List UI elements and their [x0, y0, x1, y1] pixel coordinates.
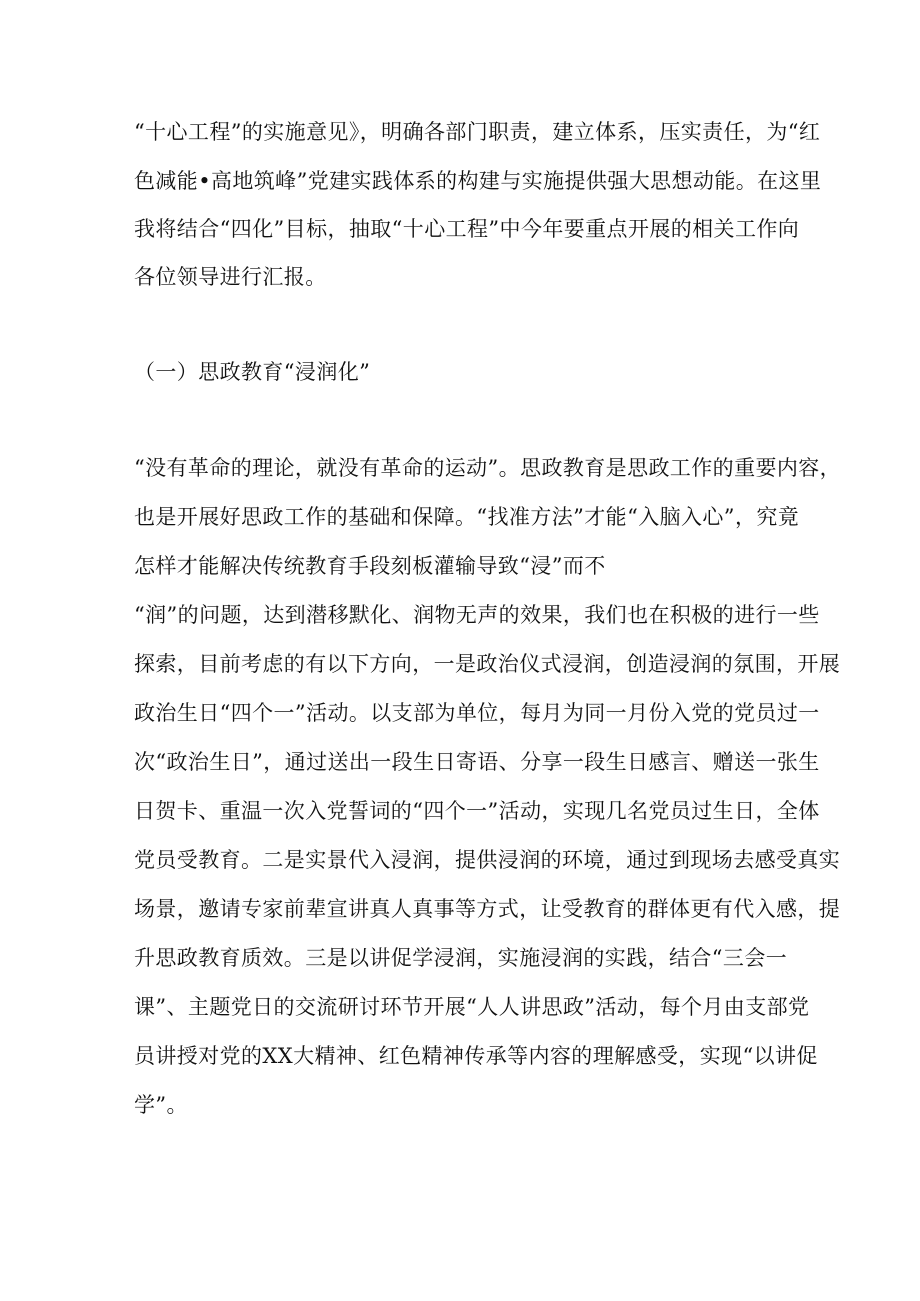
text-line: 升思政教育质效。三是以讲促学浸润，实施浸润的实践，结合“三会一	[134, 946, 788, 970]
text-line: 场景，邀请专家前辈宣讲真人真事等方式，让受教育的群体更有代入感，提	[134, 897, 841, 921]
text-line: “没有革命的理论，就没有革命的运动”。思政教育是思政工作的重要内容，	[134, 456, 842, 480]
text-line: 也是开展好思政工作的基础和保障。“找准方法”才能“入脑入心”，究竟	[134, 505, 800, 529]
text-line: 日贺卡、重温一次入党誓词的“四个一”活动，实现几名党员过生日，全体	[134, 799, 820, 823]
text-line: 怎样才能解决传统教育手段刻板灌输导致“浸”而不	[134, 554, 606, 578]
text-line: 我将结合“四化”目标，抽取“十心工程”中今年要重点开展的相关工作向	[134, 217, 800, 241]
text-line: 学”。	[134, 1093, 188, 1117]
text-line: “润”的问题，达到潜移默化、润物无声的效果，我们也在积极的进行一些	[134, 603, 820, 627]
text-line: 政治生日“四个一”活动。以支部为单位，每月为同一月份入党的党员过一	[134, 701, 820, 725]
text-line: “十心工程”的实施意见》，明确各部门职责，建立体系，压实责任，为“红	[134, 120, 821, 144]
text-line: 党员受教育。二是实景代入浸润，提供浸润的环境，通过到现场去感受真实	[134, 848, 841, 872]
section-heading: （一）思政教育“浸润化”	[134, 360, 371, 384]
text-line: 色减能•高地筑峰”党建实践体系的构建与实施提供强大思想动能。在这里	[134, 169, 822, 193]
text-line: 次“政治生日”，通过送出一段生日寄语、分享一段生日感言、赠送一张生	[134, 750, 820, 774]
text-line: 员讲授对党的XX大精神、红色精神传承等内容的理解感受，实现“以讲促	[134, 1044, 818, 1068]
text-line: 探索，目前考虑的有以下方向，一是政治仪式浸润，创造浸润的氛围，开展	[134, 652, 841, 676]
text-line: 各位领导进行汇报。	[134, 265, 327, 289]
text-line: 课”、主题党日的交流研讨环节开展“人人讲思政”活动，每个月由支部党	[134, 995, 810, 1019]
